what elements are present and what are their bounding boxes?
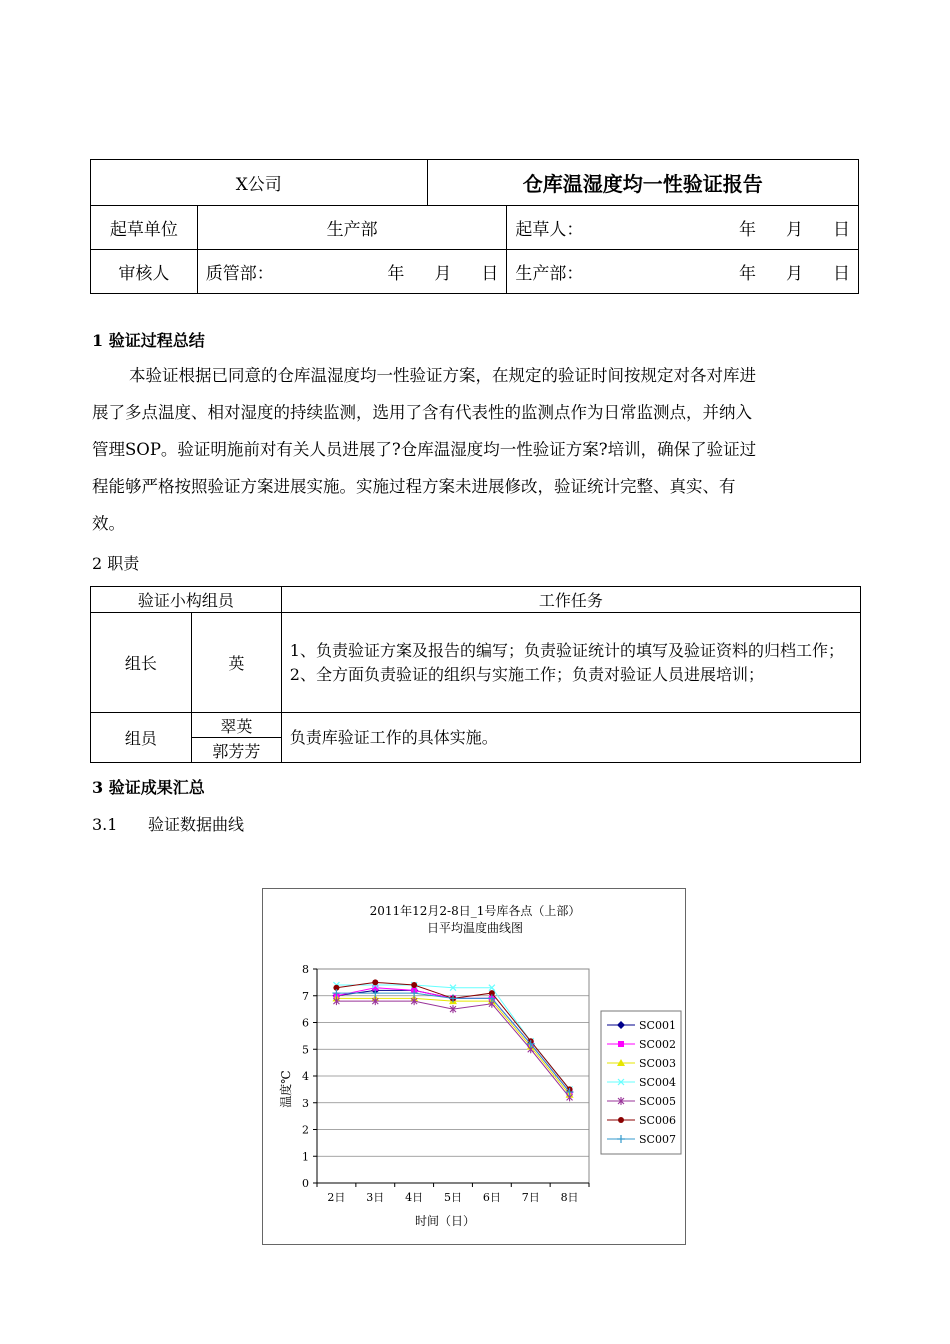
draft-unit-label: 起草单位: [91, 206, 198, 250]
legend-label: SC005: [639, 1095, 676, 1108]
legend-label: SC002: [639, 1038, 676, 1051]
temperature-chart: [262, 888, 686, 1245]
qa-date: [387, 259, 498, 284]
prod-cell: [507, 250, 859, 294]
plot-area: [302, 963, 589, 1204]
data-point: [411, 982, 417, 988]
y-tick-label: 2: [302, 1123, 309, 1137]
year-label: 年: [739, 220, 756, 240]
company-name: X公司: [91, 160, 428, 206]
legend: [601, 1011, 681, 1154]
data-point: [372, 979, 378, 985]
chart-svg: [263, 889, 685, 1244]
x-tick-label: 8日: [560, 1191, 579, 1204]
year-label: 年: [387, 264, 405, 284]
paragraph-line: 程能够严格按照验证方案进展实施。实施过程方案未进展修改，验证统计完整、真实、有: [92, 477, 736, 496]
col-header-members: 验证小构组员: [91, 587, 282, 613]
member-task: 负责库验证工作的具体实施。: [281, 713, 860, 763]
member-name-2: 郭芳芳: [191, 738, 281, 763]
x-tick-label: 3日: [366, 1191, 385, 1204]
y-tick-label: 3: [302, 1096, 309, 1110]
month-label: 月: [786, 264, 803, 284]
report-title: 仓库温湿度均一性验证报告: [427, 160, 858, 206]
y-tick-label: 5: [302, 1043, 309, 1057]
leader-name: 英: [191, 613, 281, 713]
legend-label: SC006: [639, 1114, 676, 1127]
legend-marker: [618, 1117, 624, 1123]
y-tick-label: 4: [302, 1070, 309, 1083]
year-label: 年: [739, 264, 756, 284]
legend-label: SC007: [639, 1133, 676, 1146]
day-label: 日: [481, 264, 499, 284]
paragraph-line: 本验证根据已同意的仓库温湿度均一性验证方案，在规定的验证时间按规定对各对库进: [129, 366, 756, 385]
y-tick-label: 0: [302, 1177, 309, 1190]
paragraph-line: 效。: [92, 514, 125, 533]
chart-title-line1: 2011年12月2-8日_1号库各点（上部）: [369, 904, 581, 918]
paragraph-line: 管理SOP。验证明施前对有关人员进展了?仓库温湿度均一性验证方案?培训，确保了验证过: [92, 440, 757, 459]
legend-label: SC003: [639, 1057, 676, 1070]
section2-heading: 2 职责: [92, 554, 140, 573]
legend-label: SC001: [639, 1019, 676, 1032]
day-label: 日: [833, 220, 850, 240]
leader-tasks: [281, 613, 860, 713]
x-tick-label: 6日: [482, 1191, 501, 1204]
chart-title-line2: 日平均温度曲线图: [426, 921, 524, 935]
reviewer-label: 审核人: [91, 250, 198, 294]
y-tick-label: 1: [302, 1150, 309, 1164]
x-axis-label: 时间（日）: [414, 1214, 476, 1228]
section1-body: [92, 357, 860, 542]
drafter-date: [739, 215, 850, 240]
y-axis-label: 温度℃: [279, 1070, 293, 1108]
section3-subheading: 3.1 验证数据曲线: [92, 815, 244, 834]
drafter-cell: [507, 206, 859, 250]
prod-label: 生产部：: [515, 264, 584, 284]
prod-date: [739, 259, 850, 284]
qa-label: 质管部：: [205, 264, 274, 284]
x-tick-label: 4日: [405, 1191, 424, 1204]
report-header-table: [90, 159, 859, 294]
member-role: 组员: [91, 713, 192, 763]
drafter-label: 起草人：: [515, 220, 584, 240]
leader-task-1: 1、负责验证方案及报告的编写；负责验证统计的填写及验证资料的归档工作；: [289, 640, 844, 660]
legend-label: SC004: [639, 1076, 676, 1089]
month-label: 月: [786, 220, 803, 240]
x-tick-label: 7日: [521, 1191, 540, 1204]
legend-marker: [618, 1041, 624, 1047]
draft-unit-value: 生产部: [197, 206, 507, 250]
section3-heading: 3 验证成果汇总: [92, 778, 205, 797]
x-tick-label: 5日: [444, 1191, 462, 1204]
section1-heading: 1 验证过程总结: [92, 331, 205, 350]
leader-task-2: 2、全方面负责验证的组织与实施工作；负责对验证人员进展培训；: [289, 664, 764, 684]
qa-cell: [197, 250, 507, 294]
col-header-tasks: 工作任务: [281, 587, 860, 613]
x-tick-label: 2日: [327, 1191, 346, 1204]
y-tick-label: 6: [302, 1016, 309, 1030]
member-name-1: 翠英: [191, 713, 281, 738]
y-tick-label: 7: [302, 989, 309, 1003]
month-label: 月: [434, 264, 452, 284]
paragraph-line: 展了多点温度、相对湿度的持续监测，选用了含有代表性的监测点作为日常监测点，并纳入: [92, 403, 752, 422]
day-label: 日: [833, 264, 850, 284]
leader-role: 组长: [91, 613, 192, 713]
duties-table: [90, 586, 861, 763]
y-tick-label: 8: [302, 963, 309, 976]
